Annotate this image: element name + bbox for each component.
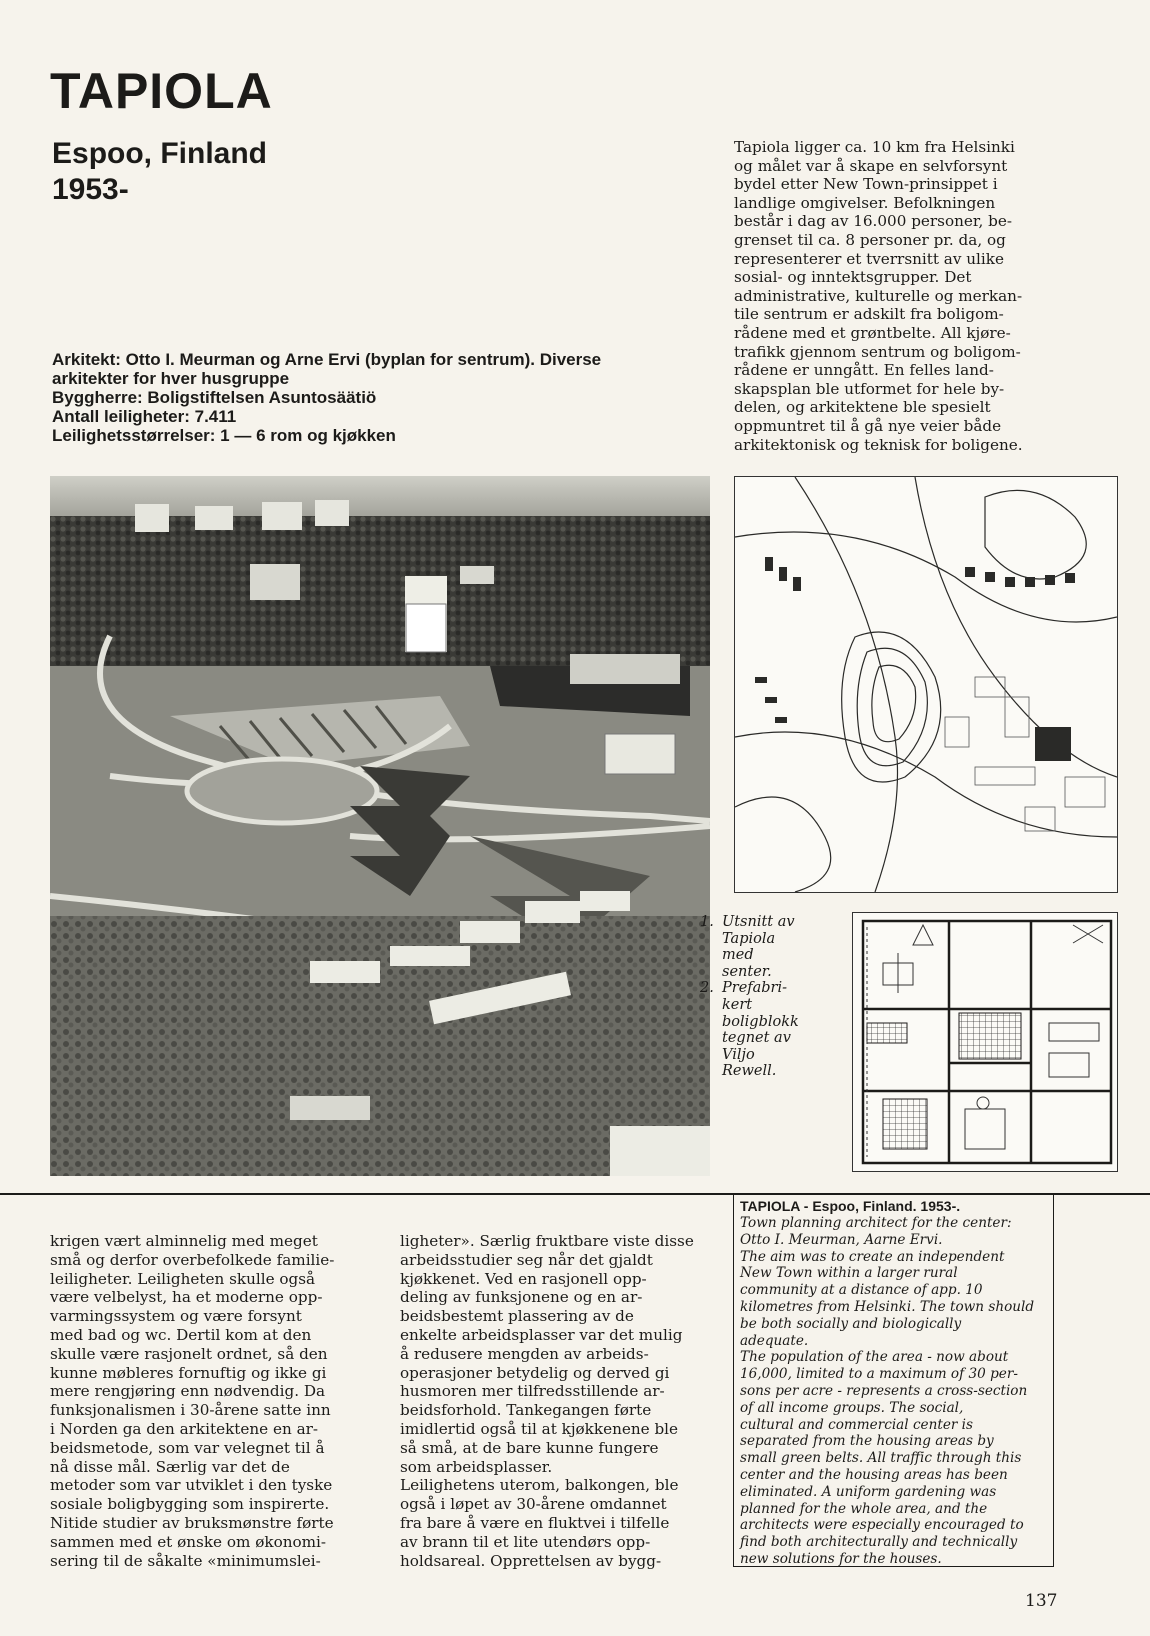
caption-line: tegnet av	[722, 1030, 791, 1047]
site-plan-drawing	[734, 476, 1118, 893]
intro-line: grenset til ca. 8 personer pr. da, og	[734, 230, 1006, 249]
intro-line: oppmuntret til å gå nye veier både	[734, 416, 1002, 435]
summary-line: 16,000, limited to a maximum of 30 per-	[740, 1366, 1018, 1383]
summary-line: The population of the area - now about	[740, 1349, 1009, 1366]
floor-plan-drawing	[852, 912, 1118, 1172]
body-line: Nitide studier av bruksmønstre førte	[50, 1513, 334, 1532]
intro-line: trafikk gjennom sentrum og boligom-	[734, 342, 1021, 361]
summary-line: Otto I. Meurman, Aarne Ervi.	[740, 1231, 943, 1248]
summary-line: community at a distance of app. 10	[740, 1282, 983, 1299]
project-metadata	[52, 350, 712, 445]
summary-line: separated from the housing areas by	[740, 1433, 994, 1450]
body-line: av brann til et lite utendørs opp-	[400, 1532, 651, 1551]
body-line: husmoren mer tilfredsstillende ar-	[400, 1382, 665, 1401]
body-line: være velbelyst, ha et moderne opp-	[50, 1288, 323, 1307]
body-line: sering til de såkalte «minimumslei-	[50, 1551, 321, 1570]
summary-line: find both architecturally and technically	[740, 1534, 1018, 1551]
body-line: også i løpet av 30-årene omdannet	[400, 1495, 667, 1514]
intro-line: arkitektonisk og teknisk for boligene.	[734, 435, 1023, 454]
english-summary-box	[733, 1193, 1054, 1567]
caption-line: kert	[722, 996, 753, 1013]
intro-line: delen, og arkitektene ble spesielt	[734, 398, 991, 417]
page-title: TAPIOLA	[50, 63, 273, 119]
meta-line: Byggherre: Boligstiftelsen Asuntosäätiö	[52, 388, 377, 407]
body-line: skulle være rasjonelt ordnet, så den	[50, 1344, 328, 1363]
site-plan-graphic	[735, 477, 1117, 892]
caption-number: 1.	[700, 914, 714, 930]
body-line: beidsforhold. Tankegangen førte	[400, 1401, 652, 1420]
summary-line: be both socially and biologically	[740, 1315, 962, 1332]
body-line: imidlertid også til at kjøkkenene ble	[400, 1419, 679, 1438]
page-subtitle	[52, 136, 267, 208]
intro-line: bydel etter New Town-prinsippet i	[734, 175, 998, 194]
caption-line: Utsnitt av	[722, 914, 795, 930]
intro-line: administrative, kulturelle og merkan-	[734, 286, 1023, 305]
intro-line: skapsplan ble utformet for hele by-	[734, 379, 1005, 398]
body-line: som arbeidsplasser.	[400, 1457, 553, 1476]
body-line: varmingssystem og være forsynt	[50, 1307, 302, 1326]
body-line: funksjonalismen i 30-årene satte inn	[50, 1401, 331, 1420]
body-line: sosiale boligbygging som inspirerte.	[50, 1495, 330, 1514]
intro-line: rådene med et grøntbelte. All kjøre-	[734, 323, 1011, 342]
summary-line: planned for the whole area, and the	[740, 1500, 988, 1517]
caption-line: Tapiola	[722, 930, 776, 947]
summary-line: new solutions for the houses.	[740, 1550, 942, 1567]
body-line: med bad og wc. Dertil kom at den	[50, 1325, 312, 1344]
summary-line: adequate.	[740, 1332, 809, 1349]
caption-item-1	[700, 914, 850, 980]
body-line: krigen vært alminnelig med meget	[50, 1232, 318, 1250]
body-line: kjøkkenet. Ved en rasjonell opp-	[400, 1269, 647, 1288]
caption-line: senter.	[722, 963, 772, 980]
aerial-photo-graphic	[50, 476, 710, 1176]
body-line: små og derfor overbefolkede familie-	[50, 1250, 335, 1269]
body-line: kunne møbleres fornuftig og ikke gi	[50, 1363, 327, 1382]
body-line: beidsmetode, som var velegnet til å	[50, 1438, 325, 1457]
meta-line: Arkitekt: Otto I. Meurman og Arne Ervi (byplan for sentrum). Diverse	[52, 350, 602, 369]
body-line: ligheter». Særlig fruktbare viste disse	[400, 1232, 694, 1250]
summary-line: kilometres from Helsinki. The town should	[740, 1298, 1035, 1315]
body-line: i Norden ga den arkitektene en ar-	[50, 1419, 319, 1438]
body-line: operasjoner betydelig og derved gi	[400, 1363, 670, 1382]
summary-line: eliminated. A uniform gardening was	[740, 1483, 997, 1500]
subtitle-year: 1953-	[52, 173, 129, 206]
intro-line: sosial- og inntektsgrupper. Det	[734, 268, 972, 287]
body-line: deling av funksjonene og en ar-	[400, 1288, 643, 1307]
body-line: så små, at de bare kunne fungere	[400, 1438, 659, 1457]
summary-line: of all income groups. The social,	[740, 1399, 964, 1416]
floor-plan-graphic	[853, 913, 1117, 1171]
summary-line: Town planning architect for the center:	[740, 1215, 1012, 1231]
caption-number: 2.	[700, 980, 714, 997]
meta-line: arkitekter for hver husgruppe	[52, 369, 290, 388]
summary-line: architects were especially encouraged to	[740, 1517, 1024, 1534]
intro-line: og målet var å skape en selvforsynt	[734, 156, 1008, 175]
body-line: metoder som var utviklet i den tyske	[50, 1476, 333, 1495]
caption-line: Prefabri-	[722, 980, 788, 997]
summary-line: center and the housing areas has been	[740, 1466, 1008, 1483]
intro-line: består i dag av 16.000 personer, be-	[734, 212, 1012, 231]
caption-line: Viljo	[722, 1046, 755, 1063]
body-line: å redusere mengden av arbeids-	[400, 1344, 649, 1363]
body-column-1	[50, 1232, 380, 1570]
figure-caption	[700, 914, 850, 1080]
body-line: beidsbestemt plassering av de	[400, 1307, 634, 1326]
meta-line: Leilighetsstørrelser: 1 — 6 rom og kjøkken	[52, 426, 396, 445]
body-line: nå disse mål. Særlig var det de	[50, 1457, 290, 1476]
body-line: enkelte arbeidsplasser var det mulig	[400, 1325, 683, 1344]
intro-line: Tapiola ligger ca. 10 km fra Helsinki	[734, 138, 1015, 156]
intro-line: tile sentrum er adskilt fra boligom-	[734, 305, 1004, 324]
intro-line: landlige omgivelser. Befolkningen	[734, 193, 996, 212]
body-line: arbeidsstudier seg når det gjaldt	[400, 1250, 653, 1269]
meta-line: Antall leiligheter: 7.411	[52, 407, 237, 426]
summary-title: TAPIOLA - Espoo, Finland. 1953-.	[740, 1198, 961, 1214]
body-line: mere rengjøring enn nødvendig. Da	[50, 1382, 326, 1401]
body-line: holdsareal. Opprettelsen av bygg-	[400, 1551, 662, 1570]
body-column-2	[400, 1232, 700, 1570]
caption-line: boligblokk	[722, 1013, 799, 1030]
aerial-photograph	[50, 476, 710, 1176]
caption-item-2	[700, 980, 850, 1080]
caption-line: med	[722, 947, 754, 964]
body-line: leiligheter. Leiligheten skulle også	[50, 1269, 316, 1288]
summary-text	[740, 1215, 1047, 1568]
page-number: 137	[1025, 1591, 1058, 1611]
caption-line: Rewell.	[722, 1063, 777, 1080]
body-line: sammen med et ønske om økonomi-	[50, 1532, 327, 1551]
intro-line: representerer et tverrsnitt av ulike	[734, 249, 1004, 268]
summary-line: sons per acre - represents a cross-section	[740, 1382, 1028, 1399]
summary-line: New Town within a larger rural	[740, 1265, 958, 1282]
summary-line: The aim was to create an independent	[740, 1248, 1005, 1265]
intro-paragraph	[734, 138, 1074, 454]
intro-line: rådene er unngått. En felles land-	[734, 361, 994, 380]
summary-line: cultural and commercial center is	[740, 1416, 974, 1433]
body-line: Leilighetens uterom, balkongen, ble	[400, 1476, 679, 1495]
summary-line: small green belts. All traffic through this	[740, 1450, 1022, 1467]
body-line: fra bare å være en fluktvei i tilfelle	[400, 1513, 670, 1532]
subtitle-location: Espoo, Finland	[52, 137, 267, 170]
